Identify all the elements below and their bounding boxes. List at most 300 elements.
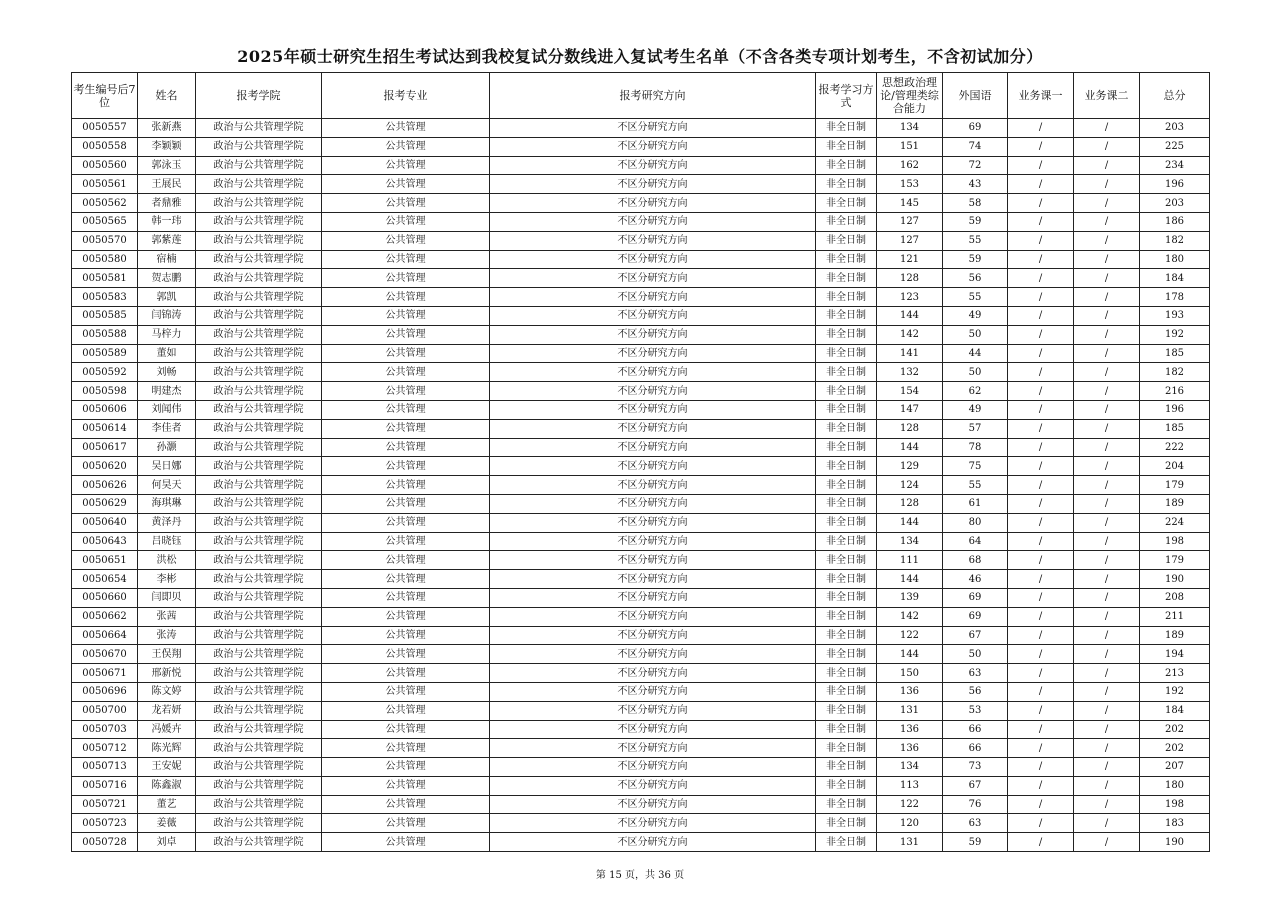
- cell-school: 政治与公共管理学院: [196, 494, 322, 513]
- table-row: [72, 119, 1210, 138]
- cell-foreign-language: 56: [943, 682, 1008, 701]
- cell-major: 公共管理: [322, 344, 490, 363]
- cell-major: 公共管理: [322, 288, 490, 307]
- cell-subject-one: /: [1008, 457, 1074, 476]
- table-row: [72, 231, 1210, 250]
- cell-subject-two: /: [1074, 701, 1140, 720]
- cell-total: 184: [1140, 701, 1210, 720]
- cell-name: 张涛: [138, 626, 196, 645]
- cell-subject-two: /: [1074, 588, 1140, 607]
- cell-school: 政治与公共管理学院: [196, 175, 322, 194]
- table-row: [72, 776, 1210, 795]
- cell-total: 192: [1140, 325, 1210, 344]
- cell-subject-one: /: [1008, 194, 1074, 213]
- table-row: [72, 570, 1210, 589]
- cell-research-direction: 不区分研究方向: [490, 570, 816, 589]
- cell-research-direction: 不区分研究方向: [490, 212, 816, 231]
- cell-name: 李颖颖: [138, 137, 196, 156]
- cell-research-direction: 不区分研究方向: [490, 776, 816, 795]
- cell-candidate-id: 0050700: [72, 701, 138, 720]
- table-row: [72, 419, 1210, 438]
- cell-candidate-id: 0050620: [72, 457, 138, 476]
- cell-subject-two: /: [1074, 645, 1140, 664]
- cell-total: 182: [1140, 231, 1210, 250]
- cell-name: 郭泳玉: [138, 156, 196, 175]
- cell-subject-two: /: [1074, 758, 1140, 777]
- cell-foreign-language: 57: [943, 419, 1008, 438]
- header-foreign-language: 外国语: [943, 73, 1008, 119]
- cell-name: 张茜: [138, 607, 196, 626]
- cell-politics-score: 127: [877, 231, 943, 250]
- cell-major: 公共管理: [322, 382, 490, 401]
- cell-research-direction: 不区分研究方向: [490, 626, 816, 645]
- cell-total: 224: [1140, 513, 1210, 532]
- cell-total: 213: [1140, 664, 1210, 683]
- cell-candidate-id: 0050570: [72, 231, 138, 250]
- cell-school: 政治与公共管理学院: [196, 588, 322, 607]
- cell-politics-score: 134: [877, 532, 943, 551]
- cell-school: 政治与公共管理学院: [196, 344, 322, 363]
- cell-politics-score: 111: [877, 551, 943, 570]
- cell-study-mode: 非全日制: [816, 137, 877, 156]
- table-row: [72, 626, 1210, 645]
- cell-subject-two: /: [1074, 269, 1140, 288]
- cell-study-mode: 非全日制: [816, 363, 877, 382]
- candidate-table: [71, 72, 1210, 852]
- cell-major: 公共管理: [322, 231, 490, 250]
- cell-foreign-language: 55: [943, 231, 1008, 250]
- header-candidate-id: 考生编号后7位: [72, 73, 138, 119]
- cell-name: 王安妮: [138, 758, 196, 777]
- cell-total: 183: [1140, 814, 1210, 833]
- cell-total: 185: [1140, 344, 1210, 363]
- cell-school: 政治与公共管理学院: [196, 419, 322, 438]
- cell-subject-two: /: [1074, 664, 1140, 683]
- cell-foreign-language: 62: [943, 382, 1008, 401]
- cell-name: 陈鑫淑: [138, 776, 196, 795]
- header-school: 报考学院: [196, 73, 322, 119]
- cell-school: 政治与公共管理学院: [196, 156, 322, 175]
- cell-subject-two: /: [1074, 419, 1140, 438]
- table-row: [72, 344, 1210, 363]
- cell-subject-one: /: [1008, 250, 1074, 269]
- cell-politics-score: 153: [877, 175, 943, 194]
- cell-candidate-id: 0050562: [72, 194, 138, 213]
- cell-major: 公共管理: [322, 175, 490, 194]
- cell-politics-score: 144: [877, 438, 943, 457]
- cell-school: 政治与公共管理学院: [196, 212, 322, 231]
- cell-subject-two: /: [1074, 739, 1140, 758]
- cell-study-mode: 非全日制: [816, 382, 877, 401]
- cell-total: 196: [1140, 400, 1210, 419]
- cell-research-direction: 不区分研究方向: [490, 607, 816, 626]
- table-row: [72, 137, 1210, 156]
- cell-major: 公共管理: [322, 269, 490, 288]
- cell-subject-two: /: [1074, 382, 1140, 401]
- cell-study-mode: 非全日制: [816, 588, 877, 607]
- cell-study-mode: 非全日制: [816, 494, 877, 513]
- cell-subject-one: /: [1008, 607, 1074, 626]
- cell-study-mode: 非全日制: [816, 269, 877, 288]
- cell-politics-score: 144: [877, 306, 943, 325]
- cell-name: 李佳者: [138, 419, 196, 438]
- cell-study-mode: 非全日制: [816, 344, 877, 363]
- cell-research-direction: 不区分研究方向: [490, 400, 816, 419]
- cell-politics-score: 144: [877, 513, 943, 532]
- cell-major: 公共管理: [322, 664, 490, 683]
- cell-candidate-id: 0050588: [72, 325, 138, 344]
- cell-politics-score: 151: [877, 137, 943, 156]
- cell-total: 189: [1140, 494, 1210, 513]
- cell-name: 邢新悦: [138, 664, 196, 683]
- cell-study-mode: 非全日制: [816, 814, 877, 833]
- table-row: [72, 325, 1210, 344]
- cell-name: 者鼎雅: [138, 194, 196, 213]
- cell-subject-two: /: [1074, 231, 1140, 250]
- cell-foreign-language: 72: [943, 156, 1008, 175]
- cell-subject-two: /: [1074, 814, 1140, 833]
- cell-politics-score: 120: [877, 814, 943, 833]
- cell-foreign-language: 46: [943, 570, 1008, 589]
- cell-candidate-id: 0050581: [72, 269, 138, 288]
- cell-subject-one: /: [1008, 739, 1074, 758]
- cell-major: 公共管理: [322, 607, 490, 626]
- cell-candidate-id: 0050580: [72, 250, 138, 269]
- table-row: [72, 476, 1210, 495]
- cell-study-mode: 非全日制: [816, 570, 877, 589]
- cell-school: 政治与公共管理学院: [196, 607, 322, 626]
- cell-politics-score: 162: [877, 156, 943, 175]
- cell-research-direction: 不区分研究方向: [490, 795, 816, 814]
- cell-candidate-id: 0050561: [72, 175, 138, 194]
- cell-politics-score: 122: [877, 795, 943, 814]
- cell-research-direction: 不区分研究方向: [490, 119, 816, 138]
- table-row: [72, 720, 1210, 739]
- cell-name: 龙若妍: [138, 701, 196, 720]
- cell-total: 198: [1140, 795, 1210, 814]
- cell-total: 190: [1140, 570, 1210, 589]
- cell-school: 政治与公共管理学院: [196, 288, 322, 307]
- cell-major: 公共管理: [322, 137, 490, 156]
- cell-study-mode: 非全日制: [816, 175, 877, 194]
- cell-candidate-id: 0050703: [72, 720, 138, 739]
- cell-major: 公共管理: [322, 194, 490, 213]
- cell-foreign-language: 61: [943, 494, 1008, 513]
- cell-school: 政治与公共管理学院: [196, 720, 322, 739]
- cell-school: 政治与公共管理学院: [196, 325, 322, 344]
- cell-total: 208: [1140, 588, 1210, 607]
- cell-candidate-id: 0050565: [72, 212, 138, 231]
- cell-foreign-language: 59: [943, 250, 1008, 269]
- cell-school: 政治与公共管理学院: [196, 363, 322, 382]
- cell-name: 马梓力: [138, 325, 196, 344]
- cell-major: 公共管理: [322, 758, 490, 777]
- cell-study-mode: 非全日制: [816, 645, 877, 664]
- cell-subject-two: /: [1074, 250, 1140, 269]
- cell-research-direction: 不区分研究方向: [490, 156, 816, 175]
- cell-major: 公共管理: [322, 570, 490, 589]
- cell-research-direction: 不区分研究方向: [490, 419, 816, 438]
- cell-politics-score: 136: [877, 682, 943, 701]
- cell-candidate-id: 0050654: [72, 570, 138, 589]
- cell-subject-two: /: [1074, 306, 1140, 325]
- header-total: 总分: [1140, 73, 1210, 119]
- cell-candidate-id: 0050696: [72, 682, 138, 701]
- table-row: [72, 212, 1210, 231]
- cell-research-direction: 不区分研究方向: [490, 758, 816, 777]
- cell-school: 政治与公共管理学院: [196, 306, 322, 325]
- cell-name: 郭紫莲: [138, 231, 196, 250]
- cell-candidate-id: 0050662: [72, 607, 138, 626]
- cell-subject-one: /: [1008, 476, 1074, 495]
- cell-total: 203: [1140, 119, 1210, 138]
- cell-candidate-id: 0050664: [72, 626, 138, 645]
- cell-major: 公共管理: [322, 814, 490, 833]
- cell-name: 陈文婷: [138, 682, 196, 701]
- cell-candidate-id: 0050583: [72, 288, 138, 307]
- cell-school: 政治与公共管理学院: [196, 645, 322, 664]
- cell-total: 202: [1140, 720, 1210, 739]
- table-row: [72, 288, 1210, 307]
- table-row: [72, 532, 1210, 551]
- cell-research-direction: 不区分研究方向: [490, 457, 816, 476]
- cell-subject-one: /: [1008, 438, 1074, 457]
- cell-foreign-language: 44: [943, 344, 1008, 363]
- cell-foreign-language: 69: [943, 607, 1008, 626]
- cell-foreign-language: 76: [943, 795, 1008, 814]
- cell-research-direction: 不区分研究方向: [490, 231, 816, 250]
- table-row: [72, 175, 1210, 194]
- cell-subject-two: /: [1074, 476, 1140, 495]
- cell-subject-two: /: [1074, 551, 1140, 570]
- cell-politics-score: 141: [877, 344, 943, 363]
- cell-candidate-id: 0050712: [72, 739, 138, 758]
- table-row: [72, 457, 1210, 476]
- cell-foreign-language: 50: [943, 363, 1008, 382]
- cell-politics-score: 145: [877, 194, 943, 213]
- cell-total: 222: [1140, 438, 1210, 457]
- cell-research-direction: 不区分研究方向: [490, 701, 816, 720]
- table-body: [72, 119, 1210, 852]
- cell-major: 公共管理: [322, 438, 490, 457]
- cell-school: 政治与公共管理学院: [196, 438, 322, 457]
- cell-subject-one: /: [1008, 231, 1074, 250]
- header-subject-one: 业务课一: [1008, 73, 1074, 119]
- cell-subject-two: /: [1074, 363, 1140, 382]
- cell-politics-score: 128: [877, 269, 943, 288]
- cell-study-mode: 非全日制: [816, 212, 877, 231]
- cell-name: 黄泽丹: [138, 513, 196, 532]
- cell-subject-two: /: [1074, 570, 1140, 589]
- cell-foreign-language: 78: [943, 438, 1008, 457]
- cell-foreign-language: 69: [943, 588, 1008, 607]
- table-row: [72, 400, 1210, 419]
- cell-subject-one: /: [1008, 701, 1074, 720]
- cell-major: 公共管理: [322, 833, 490, 852]
- cell-study-mode: 非全日制: [816, 250, 877, 269]
- cell-subject-one: /: [1008, 795, 1074, 814]
- cell-subject-one: /: [1008, 494, 1074, 513]
- header-subject-two: 业务课二: [1074, 73, 1140, 119]
- cell-politics-score: 131: [877, 701, 943, 720]
- cell-total: 203: [1140, 194, 1210, 213]
- table-row: [72, 739, 1210, 758]
- cell-politics-score: 121: [877, 250, 943, 269]
- cell-total: 192: [1140, 682, 1210, 701]
- cell-name: 韩一玮: [138, 212, 196, 231]
- cell-major: 公共管理: [322, 720, 490, 739]
- cell-name: 郭凯: [138, 288, 196, 307]
- cell-school: 政治与公共管理学院: [196, 758, 322, 777]
- cell-subject-two: /: [1074, 776, 1140, 795]
- cell-subject-two: /: [1074, 288, 1140, 307]
- cell-foreign-language: 66: [943, 739, 1008, 758]
- cell-major: 公共管理: [322, 476, 490, 495]
- cell-research-direction: 不区分研究方向: [490, 494, 816, 513]
- cell-total: 186: [1140, 212, 1210, 231]
- cell-foreign-language: 55: [943, 288, 1008, 307]
- cell-candidate-id: 0050617: [72, 438, 138, 457]
- cell-research-direction: 不区分研究方向: [490, 344, 816, 363]
- cell-research-direction: 不区分研究方向: [490, 288, 816, 307]
- cell-total: 225: [1140, 137, 1210, 156]
- cell-major: 公共管理: [322, 494, 490, 513]
- cell-research-direction: 不区分研究方向: [490, 137, 816, 156]
- cell-research-direction: 不区分研究方向: [490, 720, 816, 739]
- cell-subject-one: /: [1008, 156, 1074, 175]
- cell-subject-two: /: [1074, 457, 1140, 476]
- cell-subject-two: /: [1074, 513, 1140, 532]
- page-footer: 第 15 页，共 36 页: [595, 870, 685, 881]
- cell-research-direction: 不区分研究方向: [490, 513, 816, 532]
- cell-name: 海琪琳: [138, 494, 196, 513]
- cell-politics-score: 123: [877, 288, 943, 307]
- cell-foreign-language: 69: [943, 119, 1008, 138]
- table-row: [72, 833, 1210, 852]
- table-row: [72, 607, 1210, 626]
- cell-study-mode: 非全日制: [816, 476, 877, 495]
- cell-politics-score: 150: [877, 664, 943, 683]
- cell-name: 明建杰: [138, 382, 196, 401]
- cell-politics-score: 136: [877, 720, 943, 739]
- cell-subject-one: /: [1008, 288, 1074, 307]
- cell-politics-score: 136: [877, 739, 943, 758]
- cell-candidate-id: 0050606: [72, 400, 138, 419]
- cell-foreign-language: 50: [943, 645, 1008, 664]
- cell-subject-one: /: [1008, 212, 1074, 231]
- cell-major: 公共管理: [322, 363, 490, 382]
- cell-name: 陈光辉: [138, 739, 196, 758]
- table-row: [72, 588, 1210, 607]
- cell-total: 180: [1140, 250, 1210, 269]
- cell-major: 公共管理: [322, 513, 490, 532]
- cell-school: 政治与公共管理学院: [196, 570, 322, 589]
- cell-name: 孙灏: [138, 438, 196, 457]
- cell-major: 公共管理: [322, 795, 490, 814]
- cell-total: 198: [1140, 532, 1210, 551]
- cell-study-mode: 非全日制: [816, 288, 877, 307]
- cell-research-direction: 不区分研究方向: [490, 814, 816, 833]
- header-major: 报考专业: [322, 73, 490, 119]
- table-row: [72, 682, 1210, 701]
- cell-subject-one: /: [1008, 175, 1074, 194]
- cell-foreign-language: 63: [943, 664, 1008, 683]
- cell-politics-score: 122: [877, 626, 943, 645]
- cell-subject-one: /: [1008, 645, 1074, 664]
- cell-school: 政治与公共管理学院: [196, 194, 322, 213]
- cell-name: 董艺: [138, 795, 196, 814]
- cell-research-direction: 不区分研究方向: [490, 588, 816, 607]
- table-row: [72, 513, 1210, 532]
- cell-name: 姜薇: [138, 814, 196, 833]
- table-row: [72, 664, 1210, 683]
- cell-major: 公共管理: [322, 306, 490, 325]
- cell-subject-one: /: [1008, 119, 1074, 138]
- cell-subject-two: /: [1074, 325, 1140, 344]
- cell-candidate-id: 0050629: [72, 494, 138, 513]
- cell-candidate-id: 0050557: [72, 119, 138, 138]
- cell-subject-two: /: [1074, 175, 1140, 194]
- cell-candidate-id: 0050660: [72, 588, 138, 607]
- cell-name: 闫锦涛: [138, 306, 196, 325]
- cell-study-mode: 非全日制: [816, 325, 877, 344]
- cell-subject-one: /: [1008, 400, 1074, 419]
- cell-total: 189: [1140, 626, 1210, 645]
- cell-total: 179: [1140, 476, 1210, 495]
- cell-politics-score: 131: [877, 833, 943, 852]
- cell-subject-two: /: [1074, 833, 1140, 852]
- cell-foreign-language: 73: [943, 758, 1008, 777]
- cell-research-direction: 不区分研究方向: [490, 551, 816, 570]
- table-header-row: [72, 73, 1210, 119]
- cell-candidate-id: 0050651: [72, 551, 138, 570]
- cell-subject-two: /: [1074, 682, 1140, 701]
- cell-total: 184: [1140, 269, 1210, 288]
- cell-subject-one: /: [1008, 532, 1074, 551]
- cell-name: 刘畅: [138, 363, 196, 382]
- cell-school: 政治与公共管理学院: [196, 513, 322, 532]
- cell-major: 公共管理: [322, 400, 490, 419]
- table-row: [72, 645, 1210, 664]
- cell-major: 公共管理: [322, 626, 490, 645]
- cell-study-mode: 非全日制: [816, 720, 877, 739]
- cell-major: 公共管理: [322, 457, 490, 476]
- cell-name: 吕晓钰: [138, 532, 196, 551]
- cell-research-direction: 不区分研究方向: [490, 739, 816, 758]
- cell-school: 政治与公共管理学院: [196, 532, 322, 551]
- cell-foreign-language: 49: [943, 400, 1008, 419]
- cell-major: 公共管理: [322, 212, 490, 231]
- cell-candidate-id: 0050626: [72, 476, 138, 495]
- cell-subject-one: /: [1008, 382, 1074, 401]
- table-row: [72, 438, 1210, 457]
- document-title: 2025年硕士研究生招生考试达到我校复试分数线进入复试考生名单（不含各类专项计划考生，不含初试加分）: [237, 47, 1043, 66]
- cell-politics-score: 139: [877, 588, 943, 607]
- cell-school: 政治与公共管理学院: [196, 682, 322, 701]
- cell-candidate-id: 0050713: [72, 758, 138, 777]
- cell-candidate-id: 0050670: [72, 645, 138, 664]
- cell-candidate-id: 0050614: [72, 419, 138, 438]
- cell-subject-one: /: [1008, 833, 1074, 852]
- cell-total: 196: [1140, 175, 1210, 194]
- cell-foreign-language: 63: [943, 814, 1008, 833]
- cell-school: 政治与公共管理学院: [196, 664, 322, 683]
- cell-study-mode: 非全日制: [816, 532, 877, 551]
- cell-study-mode: 非全日制: [816, 758, 877, 777]
- cell-research-direction: 不区分研究方向: [490, 664, 816, 683]
- cell-school: 政治与公共管理学院: [196, 250, 322, 269]
- cell-study-mode: 非全日制: [816, 701, 877, 720]
